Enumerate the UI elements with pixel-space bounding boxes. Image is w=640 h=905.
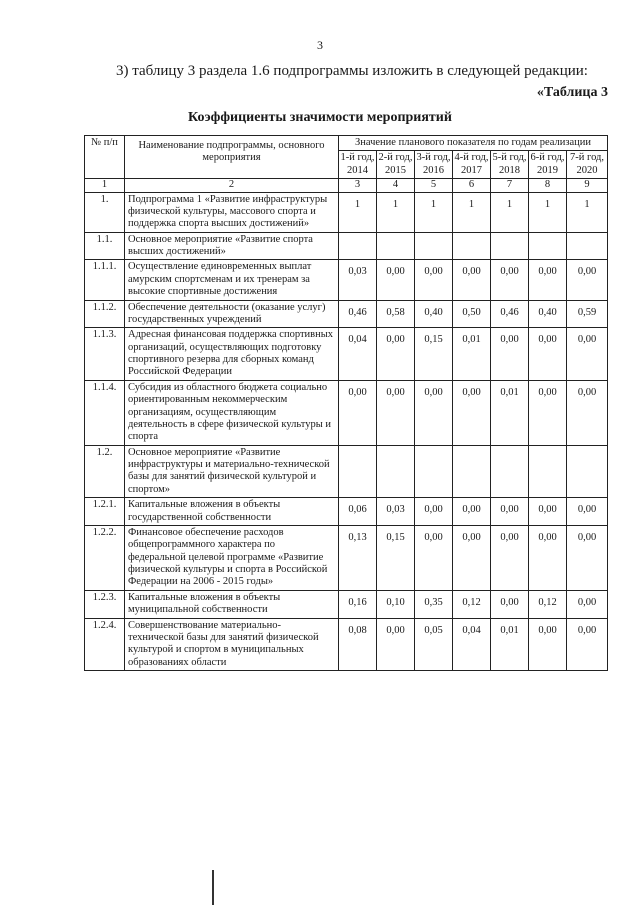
table-row [85, 618, 608, 671]
row-value: 0,46 [491, 300, 529, 328]
row-code: 1. [85, 192, 125, 232]
row-value [377, 445, 415, 498]
table-row [85, 445, 608, 498]
row-value: 0,15 [415, 328, 453, 381]
row-value: 0,00 [567, 260, 608, 300]
row-value: 1 [491, 192, 529, 232]
row-value: 0,04 [453, 618, 491, 671]
row-value: 0,00 [529, 498, 567, 526]
row-value: 0,00 [529, 260, 567, 300]
row-value: 0,01 [453, 328, 491, 381]
row-value: 0,16 [339, 590, 377, 618]
table-row [85, 300, 608, 328]
row-name: Подпрограмма 1 «Развитие инфраструктуры физической культуры, массового спорта и поддержка спорта высших достижений» [125, 192, 339, 232]
coefficients-table [84, 135, 608, 671]
row-value: 0,03 [377, 498, 415, 526]
row-value: 0,00 [567, 525, 608, 590]
row-code: 1.2.2. [85, 525, 125, 590]
column-number: 2 [125, 179, 339, 192]
row-value: 0,00 [491, 260, 529, 300]
row-value: 1 [529, 192, 567, 232]
table-row [85, 328, 608, 381]
row-value: 0,00 [415, 260, 453, 300]
row-value: 0,00 [491, 590, 529, 618]
row-value: 0,00 [491, 525, 529, 590]
column-number: 8 [529, 179, 567, 192]
row-value: 0,00 [529, 618, 567, 671]
row-value: 0,59 [567, 300, 608, 328]
row-name: Субсидия из областного бюджета социально ориентированным некоммерческим организациям, осуществляющим деятельность в сфере физической культуры и спорта [125, 380, 339, 445]
row-value: 0,40 [415, 300, 453, 328]
table-reference: «Таблица 3 [536, 85, 608, 100]
row-value [377, 232, 415, 260]
column-number: 9 [567, 179, 608, 192]
row-value: 0,00 [453, 525, 491, 590]
row-code: 1.2.1. [85, 498, 125, 526]
column-numbers-row [85, 179, 608, 192]
header-year: 5-й год, 2018 [491, 151, 529, 179]
row-value: 0,35 [415, 590, 453, 618]
column-number: 3 [339, 179, 377, 192]
row-name: Осуществление единовременных выплат амурским спортсменам и их тренерам за высокие спортивные достижения [125, 260, 339, 300]
row-value: 0,00 [415, 498, 453, 526]
row-value [529, 445, 567, 498]
row-code: 1.2.4. [85, 618, 125, 671]
row-value: 1 [567, 192, 608, 232]
row-value: 0,04 [339, 328, 377, 381]
column-number: 5 [415, 179, 453, 192]
row-value: 0,58 [377, 300, 415, 328]
row-code: 1.2.3. [85, 590, 125, 618]
row-value [453, 445, 491, 498]
row-value: 0,00 [453, 260, 491, 300]
row-value: 0,00 [529, 328, 567, 381]
row-name: Капитальные вложения в объекты муниципальной собственности [125, 590, 339, 618]
table-row [85, 260, 608, 300]
row-value: 0,00 [453, 498, 491, 526]
row-value: 0,46 [339, 300, 377, 328]
row-value: 1 [453, 192, 491, 232]
row-value: 0,00 [491, 328, 529, 381]
row-name: Финансовое обеспечение расходов общепрограммного характера по федеральной целевой программе «Развитие физической культуры и спорта в Российской Федерации на 2006 - 2015 годы» [125, 525, 339, 590]
row-value: 0,00 [377, 260, 415, 300]
row-value [529, 232, 567, 260]
row-value [491, 445, 529, 498]
row-value: 1 [415, 192, 453, 232]
row-name: Адресная финансовая поддержка спортивных организаций, осуществляющих подготовку спортивного резерва для сборных команд Российской Федерации [125, 328, 339, 381]
row-name: Основное мероприятие «Развитие спорта высших достижений» [125, 232, 339, 260]
table-row [85, 232, 608, 260]
row-name: Основное мероприятие «Развитие инфраструктуры и материально-технической базы для занятий физической культурой и спортом» [125, 445, 339, 498]
row-name: Капитальные вложения в объекты государственной собственности [125, 498, 339, 526]
row-value: 0,00 [377, 380, 415, 445]
row-value [415, 445, 453, 498]
row-value [339, 232, 377, 260]
row-value [339, 445, 377, 498]
row-value: 0,00 [415, 525, 453, 590]
header-row [85, 136, 608, 151]
table-row [85, 498, 608, 526]
row-value: 0,00 [453, 380, 491, 445]
header-year: 6-й год, 2019 [529, 151, 567, 179]
page-number: 3 [317, 38, 323, 52]
header-number: № п/п [85, 136, 125, 179]
row-code: 1.1.1. [85, 260, 125, 300]
row-value [567, 445, 608, 498]
row-value: 0,10 [377, 590, 415, 618]
header-year: 7-й год, 2020 [567, 151, 608, 179]
header-year: 2-й год, 2015 [377, 151, 415, 179]
row-value: 0,00 [529, 525, 567, 590]
row-value: 1 [377, 192, 415, 232]
row-value: 0,08 [339, 618, 377, 671]
row-value: 0,00 [567, 328, 608, 381]
row-value: 0,06 [339, 498, 377, 526]
row-value: 0,00 [529, 380, 567, 445]
row-value: 0,03 [339, 260, 377, 300]
row-value [415, 232, 453, 260]
row-value: 0,15 [377, 525, 415, 590]
table-title: Коэффициенты значимости мероприятий [188, 110, 452, 125]
row-value: 0,01 [491, 380, 529, 445]
table-row [85, 192, 608, 232]
header-name: Наименование подпрограммы, основного мероприятия [125, 136, 339, 179]
row-value [567, 232, 608, 260]
column-number: 7 [491, 179, 529, 192]
header-year: 1-й год, 2014 [339, 151, 377, 179]
row-value: 0,50 [453, 300, 491, 328]
row-value: 0,00 [567, 618, 608, 671]
table-row [85, 525, 608, 590]
table-row [85, 380, 608, 445]
row-value: 0,13 [339, 525, 377, 590]
row-value [453, 232, 491, 260]
margin-mark [212, 870, 214, 905]
row-code: 1.1. [85, 232, 125, 260]
row-value: 0,00 [377, 618, 415, 671]
header-year: 4-й год, 2017 [453, 151, 491, 179]
column-number: 1 [85, 179, 125, 192]
intro-paragraph: 3) таблицу 3 раздела 1.6 подпрограммы изложить в следующей редакции: [116, 63, 588, 79]
row-code: 1.1.2. [85, 300, 125, 328]
header-year: 3-й год, 2016 [415, 151, 453, 179]
row-value: 0,00 [491, 498, 529, 526]
row-code: 1.2. [85, 445, 125, 498]
row-value: 0,00 [567, 380, 608, 445]
row-name: Обеспечение деятельности (оказание услуг) государственных учреждений [125, 300, 339, 328]
row-value: 0,40 [529, 300, 567, 328]
row-value [491, 232, 529, 260]
row-value: 0,12 [529, 590, 567, 618]
row-value: 0,05 [415, 618, 453, 671]
row-name: Совершенствование материально-технической базы для занятий физической культурой и спортом в муниципальных образованиях области [125, 618, 339, 671]
row-value: 0,00 [339, 380, 377, 445]
row-code: 1.1.3. [85, 328, 125, 381]
column-number: 6 [453, 179, 491, 192]
row-value: 0,00 [567, 498, 608, 526]
row-value: 1 [339, 192, 377, 232]
header-plan-values: Значение планового показателя по годам реализации [339, 136, 608, 151]
row-value: 0,00 [377, 328, 415, 381]
row-value: 0,12 [453, 590, 491, 618]
row-value: 0,00 [567, 590, 608, 618]
row-code: 1.1.4. [85, 380, 125, 445]
table-row [85, 590, 608, 618]
column-number: 4 [377, 179, 415, 192]
row-value: 0,00 [415, 380, 453, 445]
row-value: 0,01 [491, 618, 529, 671]
